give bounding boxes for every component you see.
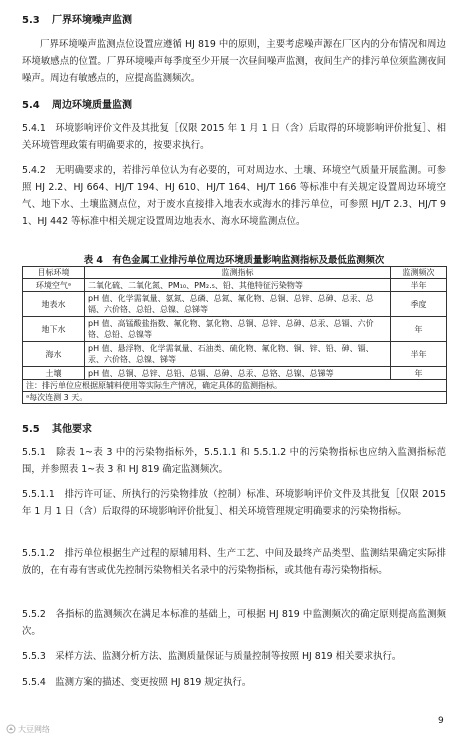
page-number: 9 xyxy=(438,716,444,726)
section-heading-5-3 xyxy=(22,11,132,26)
table-row xyxy=(23,292,447,317)
frequency-cell: 半年 xyxy=(391,342,447,367)
indicators-cell: 二氧化硫、二氧化氮、PM₁₀、PM₂.₅、铅、其他特征污染物等 xyxy=(85,279,391,292)
frequency-cell: 年 xyxy=(391,317,447,342)
frequency-cell: 年 xyxy=(391,367,447,380)
table-caption: 表 4 有色金属工业排污单位周边环境质量影响监测指标及最低监测频次 xyxy=(83,255,385,266)
paragraph-5-4-1: 5.4.1 环境影响评价文件及其批复［仅限 2015 年 1 月 1 日（含）后取得的环境影响评价批复］、相关环境管理政策有明确要求的，按要求执行。 xyxy=(22,123,446,151)
section-title: 周边环境质量监测 xyxy=(52,100,132,111)
table-row xyxy=(23,367,447,380)
indicators-cell: pH 值、化学需氧量、氨氮、总磷、总氮、氟化物、总铜、总锌、总砷、总汞、总镉、六价铬、总铅、总镍、总锑等 xyxy=(85,292,391,317)
paragraph-5-5-1-2: 5.5.1.2 排污单位根据生产过程的原辅用料、生产工艺、中间及最终产品类型、监测结果确定实际排放的，在有毒有害或优先控制污染物相关名录中的污染物指标，或其他有毒污染物指标。 xyxy=(22,548,446,576)
section-title: 厂界环境噪声监测 xyxy=(52,15,132,26)
indicators-cell: pH 值、总铜、总锌、总铅、总镉、总砷、总汞、总铬、总镍、总锑等 xyxy=(85,367,391,380)
frequency-cell: 半年 xyxy=(391,279,447,292)
paragraph-5-5-1-1: 5.5.1.1 排污许可证、所执行的污染物排放（控制）标准、环境影响评价文件及其批复［仅限 2015 年 1 月 1 日（含）后取得的环境影响评价批复］、相关环境管理规定明确要求的污染物指标。 xyxy=(22,489,446,517)
column-header-frequency: 监测频次 xyxy=(391,267,447,279)
column-header-env: 目标环境 xyxy=(23,267,85,279)
section-heading-5-5 xyxy=(22,420,92,435)
table-note: 注：排污单位应根据原辅料使用等实际生产情况，确定具体的监测指标。 xyxy=(23,380,447,392)
section-number: 5.5 xyxy=(22,424,40,435)
paragraph-5-5-4: 5.5.4 监测方案的描述、变更按照 HJ 819 规定执行。 xyxy=(22,677,252,688)
indicators-cell: pH 值、高锰酸盐指数、氟化物、氯化物、总铜、总锌、总砷、总汞、总镉、六价铬、总铅、总镍等 xyxy=(85,317,391,342)
indicators-cell: pH 值、悬浮物、化学需氧量、石油类、硫化物、氟化物、铜、锌、铅、砷、镉、汞、六价铬、总镍、锑等 xyxy=(85,342,391,367)
env-cell: 地表水 xyxy=(23,292,85,317)
table-row xyxy=(23,279,447,292)
paragraph-5-3: 厂界环境噪声监测点位设置应遵循 HJ 819 中的原则，主要考虑噪声源在厂区内的分布情况和周边环境敏感点的位置。厂界环境噪声每季度至少开展一次昼间噪声监测，夜间生产的排污单位须监测夜间噪声。周边有敏感点的，应提高监测频次。 xyxy=(22,39,446,84)
section-number: 5.3 xyxy=(22,15,40,26)
section-heading-5-4 xyxy=(22,96,132,111)
watermark xyxy=(6,724,50,735)
watermark-text: 大豆网络 xyxy=(18,725,50,734)
paragraph-5-5-2: 5.5.2 各指标的监测频次在满足本标准的基础上，可根据 HJ 819 中监测频次的确定原则提高监测频次。 xyxy=(22,609,446,637)
env-cell: 环境空气ᵃ xyxy=(23,279,85,292)
section-title: 其他要求 xyxy=(52,424,92,435)
paragraph-5-5-1: 5.5.1 除表 1~表 3 中的污染物指标外，5.5.1.1 和 5.5.1.2 中的污染物指标也应纳入监测指标范围，并参照表 1~表 3 和 HJ 819 确定监测频次。 xyxy=(22,447,446,475)
table-row xyxy=(23,342,447,367)
env-cell: 地下水 xyxy=(23,317,85,342)
table-footnote: ᵃ每次连测 3 天。 xyxy=(23,392,447,404)
section-number: 5.4 xyxy=(22,100,40,111)
frequency-cell: 季度 xyxy=(391,292,447,317)
watermark-logo-icon xyxy=(6,724,16,734)
env-cell: 土壤 xyxy=(23,367,85,380)
paragraph-5-5-3: 5.5.3 采样方法、监测分析方法、监测质量保证与质量控制等按照 HJ 819 相关要求执行。 xyxy=(22,651,402,662)
paragraph-5-4-2: 5.4.2 无明确要求的，若排污单位认为有必要的，可对周边水、土壤、环境空气质量开展监测。可参照 HJ 2.2、HJ 664、HJ/T 194、HJ 610、HJ/T 164、HJ/T 166 等标准中有关规定设置周边环境空气、地下水、土壤监测点位，对于废水直接排入地表水或海水的排污单位，可参照 HJ/T 2.3、HJ/T 91、HJ 442 等标准中相关规定设置周边地表水、海水环境监测点位。 xyxy=(22,165,446,227)
table-row xyxy=(23,317,447,342)
monitoring-table xyxy=(22,266,447,404)
column-header-indicators: 监测指标 xyxy=(85,267,391,279)
env-cell: 海水 xyxy=(23,342,85,367)
